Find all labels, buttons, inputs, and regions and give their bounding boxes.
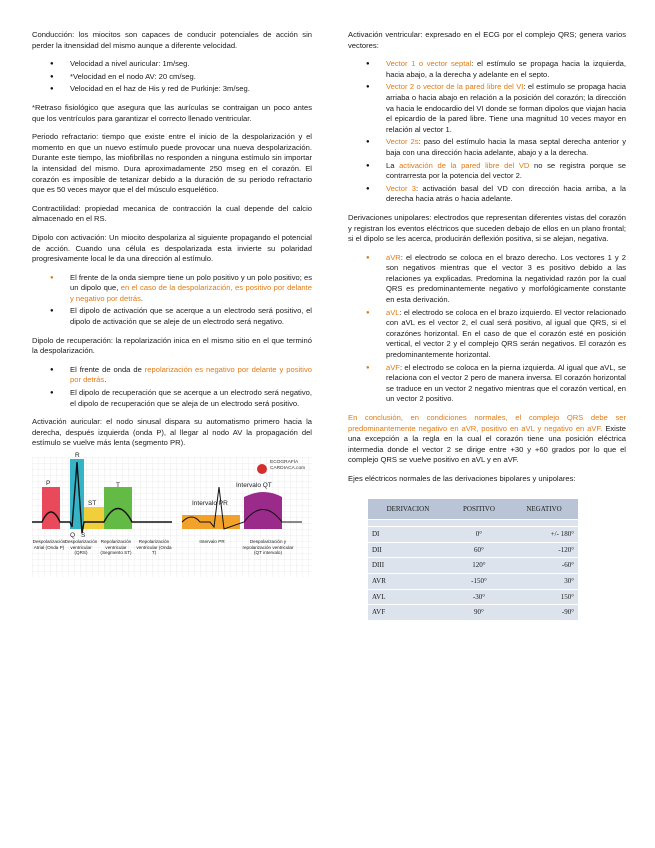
caption-p: Despolarización Atrial (Onda P) — [32, 539, 66, 550]
list-item: ● Vector 1 o vector septal: el estímulo se propaga hacia la izquierda, hacia abajo, a la derecha y adelante en el septo. — [386, 59, 626, 80]
ejes-table — [368, 499, 578, 621]
dipolo-recuperacion-list — [32, 365, 312, 409]
table-row: DIII 120° -60° — [368, 558, 578, 574]
conduccion-paragraph: Conducción: los miocitos son capaces de conducir potenciales de acción sin perder la itnensidad del mismo aunque a diferente velocidad. — [32, 30, 312, 50]
list-item: ● Velocidad a nivel auricular: 1m/seg. — [70, 59, 312, 70]
list-item: ● aVR: el electrodo se coloca en el brazo derecho. Los vectores 1 y 2 son negativos mientras que el vector 3 es positivo debido a las relaciones ya explicadas. Predomina la negatividad razón por la cual QRS es predominantemente negativo y morfológicamente constante en esta derivación. — [386, 253, 626, 306]
ejes-title: Ejes eléctricos normales de las derivaciones bipolares y unipolares: — [348, 473, 576, 483]
p-wave-region — [42, 487, 60, 529]
caption-st: Repolarización ventricular (Segmento ST) — [100, 539, 132, 555]
label-interval-pr: Intervalo PR — [192, 500, 228, 507]
conclusion-paragraph: En conclusión, en condiciones normales, el complejo QRS debe ser predominantemente negativo en aVR, positivo en aVL y negativo en aVF. Existe una excepción a la regla en la cual el corazón tiene una posición eléctrica intermedia donde el vector 2 se dirige entre +30 y +60 grados por lo que el complejo QRS se vuelve positivo en aVL y en aVF. — [348, 413, 626, 465]
caption-t: Repolarización ventricular (Onda T) — [136, 539, 172, 555]
table-header: DERIVACION — [368, 499, 448, 520]
ecg-figure — [32, 452, 312, 577]
caption-qrs: Despolarización ventricular (QRS) — [64, 539, 98, 555]
table-row: AVL -30° 150° — [368, 589, 578, 605]
velocidades-list — [32, 59, 312, 95]
right-column — [348, 30, 626, 621]
list-item: ● El frente de onda de repolarización es negativo por delante y positivo por detrás. — [70, 365, 312, 386]
list-item: ● El dipolo de recuperación que se acerque a un electrodo será negativo, el dipolo de recuperación que se aleja de un electrodo será positivo. — [70, 388, 312, 409]
activacion-auricular-paragraph: Activación auricular: el nodo sinusal dispara su automatismo primero hacia la derecha, después izquierda (onda P), al llegar al nodo AV la propagación del estímulo se vuelve más lenta (segmento PR). — [32, 417, 312, 448]
activacion-ventricular-paragraph: Activación ventricular: expresado en el ECG por el complejo QRS; genera varios vectores: — [348, 30, 626, 50]
ecg-logo — [257, 464, 267, 474]
table-row: AVF 90° -90° — [368, 605, 578, 621]
list-item: ● Vector 2 o vector de la pared libre del VI: el estímulo se propaga hacia arriaba o hacia abajo en relación a la posición del corazón; la dirección va hacia le endocardio del VI donde se forman dipolos que viajan hacia el epicardio de la pared libre. Tiene una magnitud 10 veces mayor en relación al vector 1. — [386, 82, 626, 135]
dipolo-activacion-list — [32, 273, 312, 328]
table-header: POSITIVO — [448, 499, 510, 520]
periodo-paragraph: Periodo refractario: tiempo que existe entre el inicio de la despolarización y el momento en que un nuevo estímulo puede provocar una nueva despolarización. Durante este tiempo, las miofibrillas no responden a ninguna estímulo sin importar la intensidad del mismo. Dura aproximadamente 250 mseg en el corazón. El corazón es imposible de tetanizar debido a la duración de su periodo refractario que es 50 veces mayor que el del músculo esquelético. — [32, 132, 312, 195]
label-s: S — [81, 532, 86, 539]
caption-qt: Despolarización y repolarización ventricular (QT intervalo) — [242, 539, 294, 555]
table-row: DI 0° +/- 180° — [368, 527, 578, 543]
unipolares-list — [348, 253, 626, 405]
list-item: ● *Velocidad en el nodo AV: 20 cm/seg. — [70, 72, 312, 83]
table-row: DII 60° -120° — [368, 542, 578, 558]
list-item: ● El frente de la onda siempre tiene un polo positivo y un polo positivo; es un dipolo que, en el caso de la despolarización, es positivo por delante y negativo por detrás. — [70, 273, 312, 305]
label-interval-qt: Intervalo QT — [236, 482, 272, 489]
list-item: ● La activación de la pared libre del VD no se registra porque se contrarresta por la potencia del vector 2. — [386, 161, 626, 182]
dipolo-activacion-paragraph: Dipolo con activación: Un miocito despolariza al siguiente propagando el potencial de acción. Cuando una célula es despolarizada esta invierte su polaridad progresivamente local le da una dirección al estímulo. — [32, 232, 312, 264]
list-item: ● Velocidad en el haz de His y red de Purkinje: 3m/seg. — [70, 84, 312, 95]
contractilidad-paragraph: Contractilidad: propiedad mecanica de contracción la cual depende del calcio almacenado en el RS. — [32, 203, 312, 224]
table-row: AVR -150° 30° — [368, 573, 578, 589]
list-item: ● aVL: el electrodo se coloca en el brazo izquierdo. El vector relacionado con aVL es el vector 2, el cual será positivo, al igual que QRS, si el corazónes horizontal. En el caso de que el corazón esté en posición vertical, el vector 2 y el complejo QRS serán negativos. El corazón es predominantemente horizontal. — [386, 308, 626, 361]
table-header: NEGATIVO — [510, 499, 578, 520]
table-header-row — [368, 499, 578, 520]
ecg-diagram — [32, 457, 312, 577]
logo-text: ECOGRAFÍA CARDIACA.com — [270, 460, 306, 471]
left-column — [32, 30, 312, 577]
st-region — [84, 507, 104, 529]
label-st: ST — [88, 500, 97, 507]
dipolo-recuperacion-paragraph: Dipolo de recuperación: la repolarización inica en el mismo sitio en el que terminó la despolarización. — [32, 335, 312, 356]
derivaciones-paragraph: Derivaciones unipolares: electrodos que representan diferentes vistas del corazón y registran los eventos eléctricos que suceden debajo de ellos en un plano frontal; si el dipolo se les acerca, producirán deflexión positiva, si se alejan, negativa. — [348, 212, 626, 244]
label-p: P — [46, 480, 51, 487]
list-item: ● El dipolo de activación que se acerque a un electrodo será positivo, el dipolo de activación que se aleje de un electrodo será negativo. — [70, 306, 312, 327]
label-r: R — [75, 452, 80, 459]
list-item: ● Vector 2s: paso del estímulo hacia la masa septal derecha anterior y baja con una dirección hacia adelante, abajo y a la derecha. — [386, 137, 626, 158]
table-spacer — [368, 520, 578, 527]
caption-pr: Intervalo PR — [199, 539, 225, 544]
label-t: T — [116, 482, 120, 489]
qt-interval-region — [244, 492, 282, 529]
retraso-paragraph: *Retraso fisiológico que asegura que las aurículas se contraigan un poco antes que los ventrículos para garantizar el correcto llenado ventricular. — [32, 102, 312, 123]
label-q: Q — [70, 532, 76, 539]
list-item: ● aVF: el electrodo se coloca en la pierna izquierda. Al igual que aVL, se relaciona con el vector 2 pero de manera inversa. El corazón horizontal se traduce en un vector 2 negativo mientras que el corazón vertical, en un vector 2 positivo. — [386, 363, 626, 405]
vectores-list — [348, 59, 626, 205]
list-item: ● Vector 3: activación basal del VD con dirección hacia arriba, a la derecha hacia atrás o hacia adelante. — [386, 184, 626, 205]
